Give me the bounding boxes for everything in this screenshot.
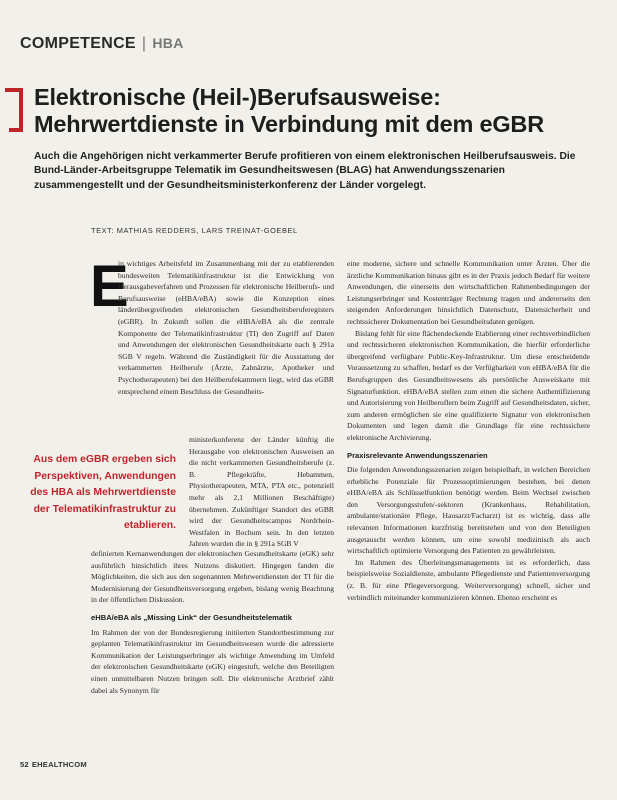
drop-cap: E [90, 254, 129, 319]
magazine-name: EHEALTHCOM [31, 760, 87, 769]
body-paragraph: Bislang fehlt für eine flächendeckende Etablierung einer rechtsverbindlichen und rechtssicheren elektronischen Kommunikation, die hierfür erforderliche übergreifend verfügbare Public-Key-Infrastruktur. Um diese entscheidende Voraussetzung zu schaffen, bedarf es der Verfügbarkeit von eHBA/eBA für die Berufsgruppen des Gesundheitswesens als persönliche Ausweiskarte mit Signaturfunktion. eHBA/eBA stellen zum einen die sichere Authentifizierung und Autorisierung von Heilberuflern beim Zugriff auf Gesundheitsdaten, sicher, zum anderen ermöglichen sie eine qualifizierte Signatur von elektronischen Dokumenten und legen damit die Grundlage für eine rechtssichere elektronische Archivierung. [347, 328, 590, 442]
article-title [34, 84, 544, 138]
title-bracket-ornament [9, 88, 23, 132]
body-column-1-bottom [91, 548, 334, 696]
section-divider: | [141, 35, 147, 52]
section-label: COMPETENCE [20, 35, 136, 52]
body-paragraph: eine moderne, sichere und schnelle Kommunikation unter Ärzten. Über die ärztliche Kommunikation hinaus gibt es in der Praxis jedoch Bedarf für weitere Anwendungen, die einerseits den wirtschaftlichen Rahmenbedingungen der Leistungserbringer und Kostenträger Rechnung tragen und andererseits den steigenden Anforderungen hinsichtlich Datenschutz, Datensicherheit und rechtssicherer Dokumentation bei Gesundheitsdaten genügen. [347, 259, 590, 326]
body-column-1-middle [189, 434, 334, 550]
body-paragraph: definierten Kernanwendungen der elektronischen Gesundheitskarte (eGK) sehr ausführlich hinsichtlich ihres Nutzens diskutiert. Hingegen fanden die Möglichkeiten, die sich aus den sogenannten Mehrwertdiensten der TI für die Modernisierung der Gesundheitsversorgung ergeben, bislang wenig Beachtung in der öffentlichen Diskussion. [91, 549, 334, 605]
subheading: eHBA/eBA als „Missing Link“ der Gesundheitstelematik [91, 612, 293, 622]
section-header [20, 35, 184, 53]
subsection-label: HBA [152, 35, 184, 51]
byline: TEXT: MATHIAS REDDERS, LARS TREINAT-GOEBEL [91, 226, 298, 235]
body-column-2 [347, 258, 590, 603]
body-paragraph: Die folgenden Anwendungsszenarien zeigen beispielhaft, in welchen Bereichen erhebliche Potenziale für Prozessoptimierungen bestehen, bei denen eHBA/eBA als Schlüsselfunktion benötigt werden. Beim Wechsel zwischen den Versorgungsstufen/-sektoren (Krankenhaus, Rehabilitation, ambulante/stationäre Pflege, Hausarzt/Facharzt) ist es wichtig, dass alle relevanten Informationen kurzfristig bereitstehen und von den Beteiligten ausgetauscht werden können, um eine sowohl medizinisch als auch wirtschaftlich optimierte Versorgung des Patienten zu gewährleisten. [347, 465, 590, 556]
body-paragraph: in wichtiges Arbeitsfeld im Zusammenhang mit der zu etablierenden bundesweiten Telematikinfrastruktur ist die Entwicklung von Herausgabeverfahren und Prozessen für elektronische Heilberufs- und Berufsausweise (eHBA/eBA) sowie die Konzeption eines länderübergreifenden elektronischen Gesundheitsberuferegisters (eGBR). In Zukunft sollen die eHBA/eBA als die zentrale Komponente der Telematikinfrastruktur (TI) den Zugriff auf Daten und Anwendungen der elektronischen Gesundheitskarte nach § 291a SGB V regeln. Während die Zuständigkeit für die Ausstattung der verkammerten Heilberufe (Ärzte, Zahnärzte, Apotheker und Psychotherapeuten) bei den Heilberufekammern liegt, wird das eGBR entsprechend einem Beschluss der Gesundheits- [118, 259, 334, 396]
pull-quote: Aus dem eGBR ergeben sich Perspektiven, Anwendungen des HBA als Mehrwertdienste der Telematikinfrastruktur zu etablieren. [30, 454, 176, 532]
body-paragraph: Im Rahmen der von der Bundesregierung initiierten Standortbestimmung zur geplanten Telematikinfrastruktur im Gesundheitswesen wurde die adressierte Kommunikation der Leistungserbringer als wichtige Anwendung im Umfeld der elektronischen Gesundheitskarte (eGK) eingestuft, welche den Beteiligten einen unmittelbaren Nutzen bringen soll. Die elektronische Arztbrief zählt dabei als Synonym für [91, 627, 334, 695]
body-paragraph: Im Rahmen des Überleitungsmanagements ist es erforderlich, dass beispielsweise Sozialdienste, ambulante Pflegedienste und Patientenversorgung (z. B. für eine Pflegeversorgung. Weiterversorgung) schnell, sicher und verbindlich miteinander kommunizieren können. Ebenso erscheint es [347, 557, 590, 602]
body-paragraph: ministerkonferenz der Länder künftig die Herausgabe von elektronischen Ausweisen an die nicht verkammerten Gesundheitsberufe (z. B. Pflegekräfte, Hebammen, Physiotherapeuten, MTA, PTA etc., potenziell mehr als 2,1 Millionen Beschäftigte) übernehmen. Zukünftiger Standort des eGBR wird der Gesundheitscampus Nordrhein-Westfalen in Bochum sein. In den letzten Jahren wurden die in § 291a SGB V [189, 435, 334, 549]
subheading: Praxisrelevante Anwendungsszenarien [347, 450, 488, 460]
page-number: 52 [20, 760, 29, 769]
title-line-2: Mehrwertdienste in Verbindung mit dem eGBR [34, 111, 544, 137]
page-footer [20, 760, 87, 769]
title-line-1: Elektronische (Heil-)Berufsausweise: [34, 84, 441, 110]
lead-paragraph: Auch die Angehörigen nicht verkammerter Berufe profitieren von einem elektronischen Heilberufsausweis. Die Bund-Länder-Arbeitsgruppe Telematik im Gesundheitswesen (BLAG) hat Anwendungsszenarien zusammengestellt und der Gesundheitsministerkonferenz der Länder vorgelegt. [34, 151, 576, 191]
body-column-1-top [118, 258, 334, 397]
